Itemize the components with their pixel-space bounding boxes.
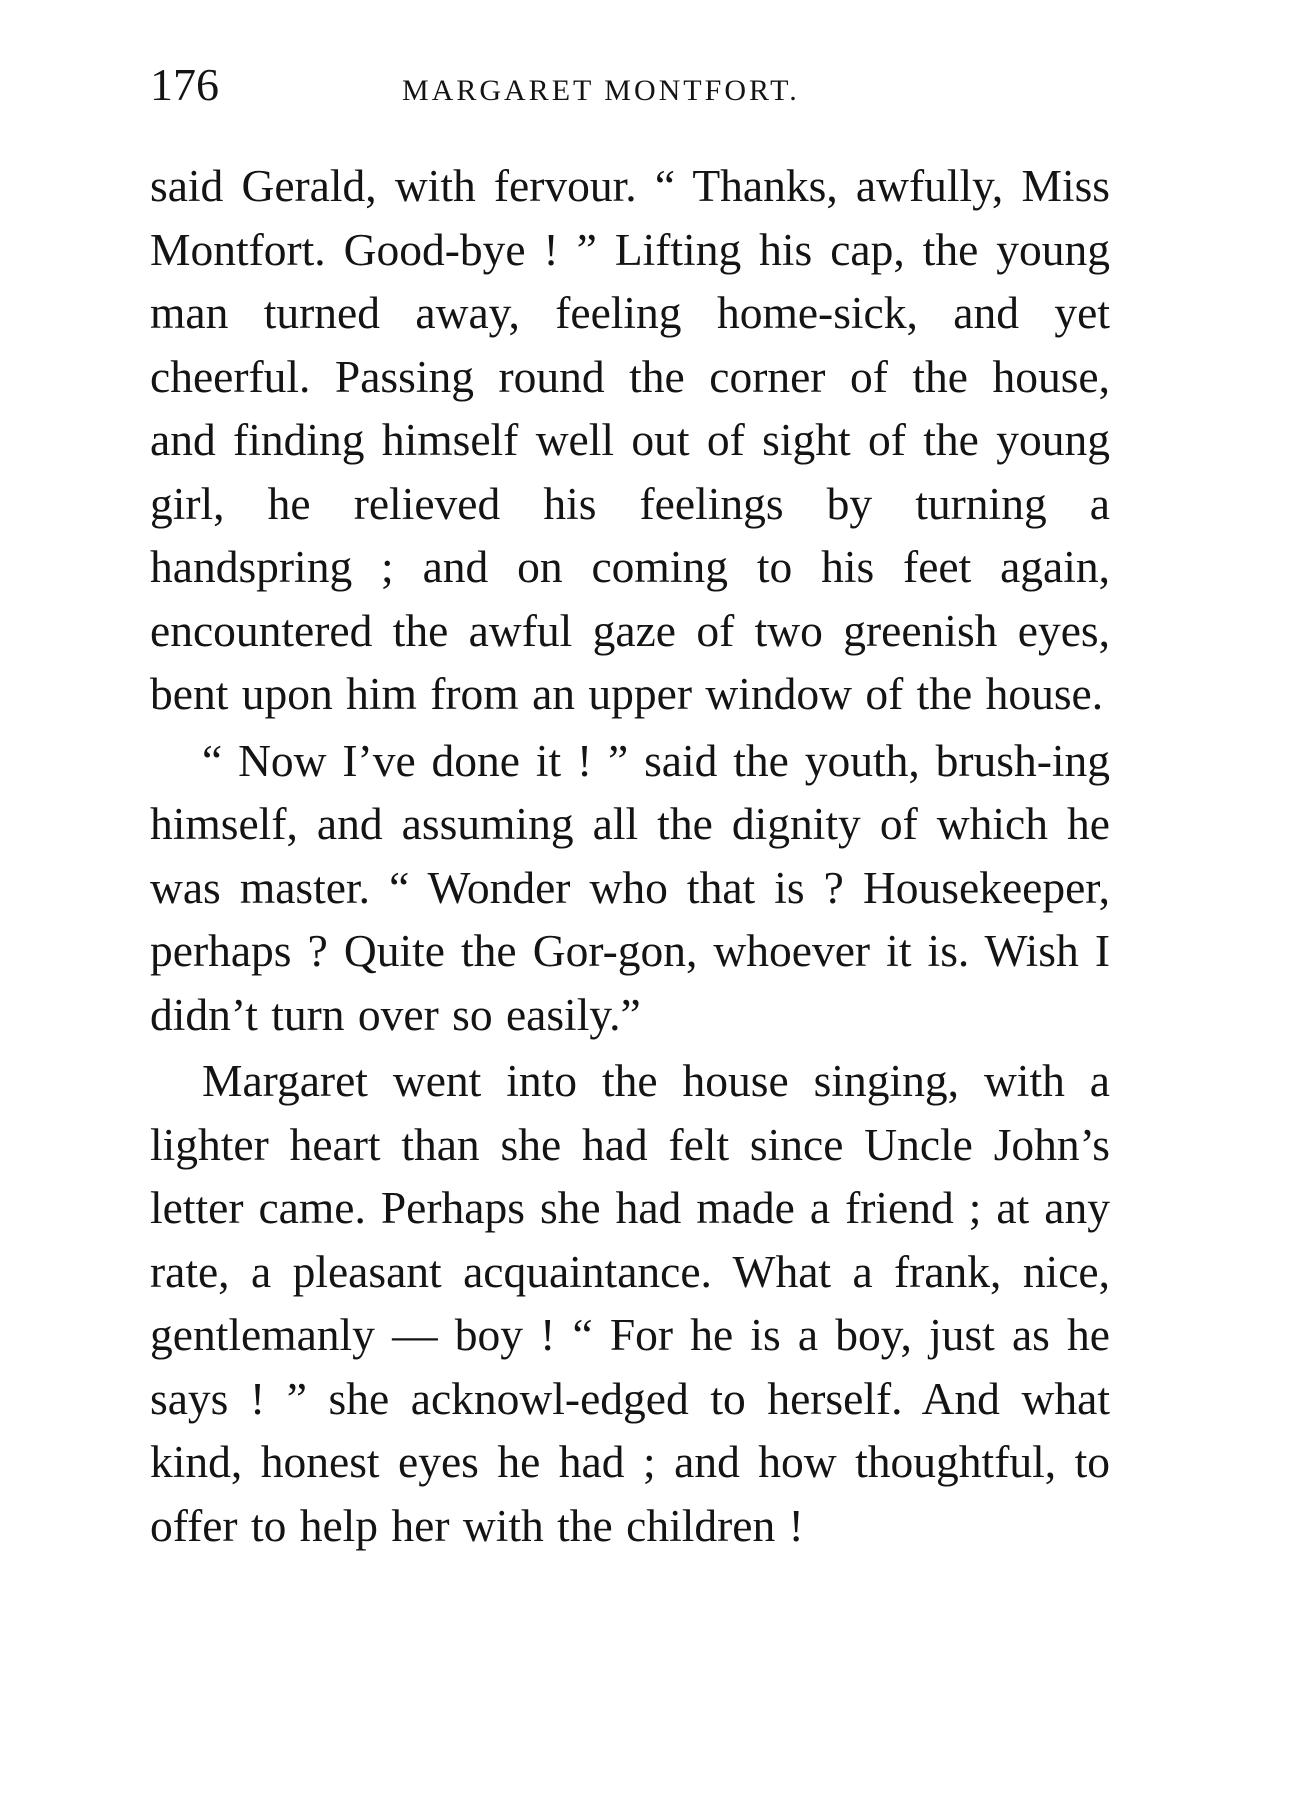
paragraph-2: “ Now I’ve done it ! ” said the youth, brush-ing himself, and assuming all the dignity of which he was master. “ Wonder who that is ? Housekeeper, perhaps ? Quite the Gor-gon, whoever it is. Wish I didn’t turn over so easily.” bbox=[150, 734, 1110, 1040]
paragraph-3: Margaret went into the house singing, with a lighter heart than she had felt since Uncle John’s letter came. Perhaps she had made a friend ; at any rate, a pleasant acquaintance. What a frank, nice, gentlemanly — boy ! “ For he is a boy, just as he says ! ” she acknowl-edged to herself. And what kind, honest eyes he had ; and how thoughtful, to offer to help her with the children ! bbox=[150, 1055, 1110, 1551]
paragraph-1: said Gerald, with fervour. “ Thanks, awfully, Miss Montfort. Good-bye ! ” Lifting his cap, the young man turned away, feeling home-sick, and yet cheerful. Passing round the corner of the house, and finding himself well out of sight of the young girl, he relieved his feelings by turning a handspring ; and on coming to his feet again, encountered the awful gaze of two greenish eyes, bent upon him from an upper window of the house. bbox=[150, 160, 1110, 719]
body-text bbox=[150, 154, 1110, 1557]
page-header bbox=[150, 50, 1110, 120]
running-title: MARGARET MONTFORT. bbox=[402, 74, 800, 107]
page-number: 176 bbox=[150, 59, 219, 110]
